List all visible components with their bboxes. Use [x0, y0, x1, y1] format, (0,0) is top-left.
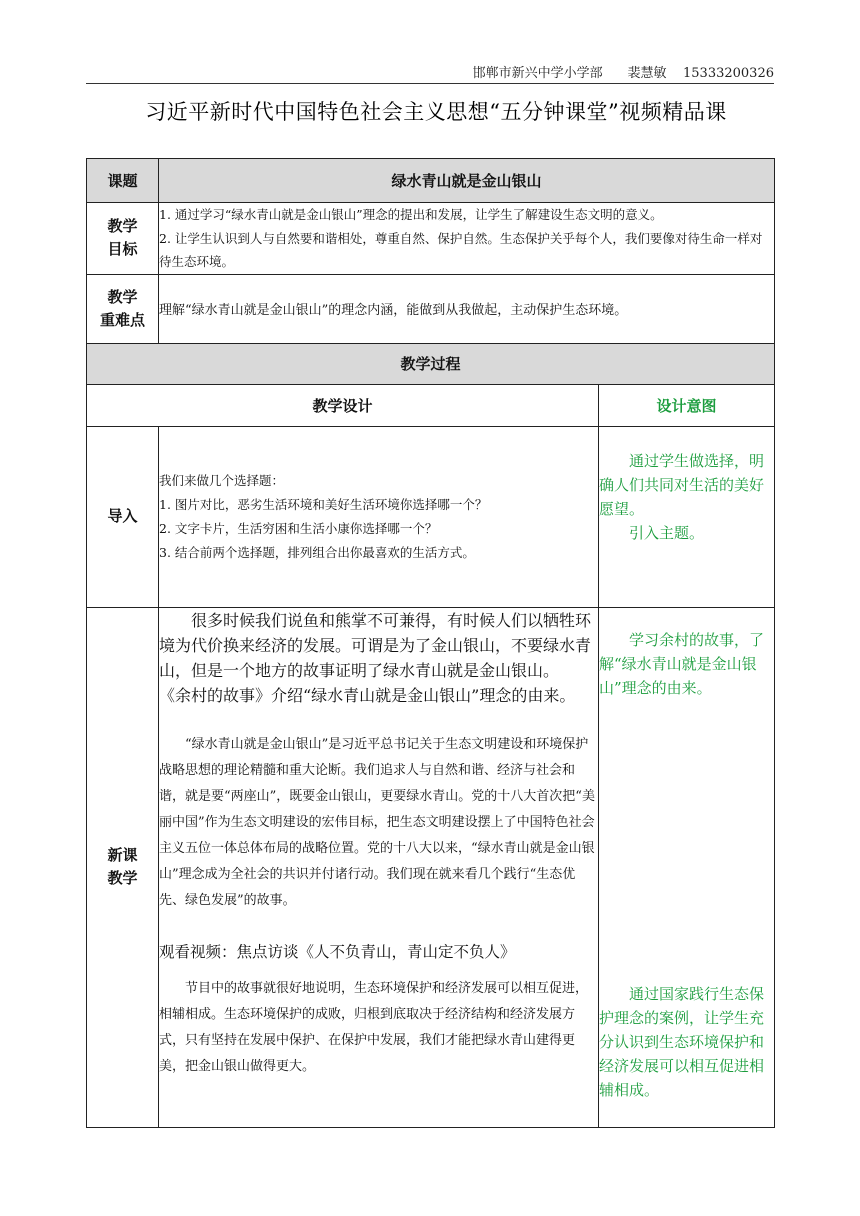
column-header-row [87, 384, 775, 426]
goal-item: 2. 让学生认识到人与自然要和谐相处，尊重自然、保护自然。生态保护关乎每个人，我们要像对待生命一样对待生态环境。 [159, 230, 763, 269]
topic-row [87, 159, 775, 203]
goals-content [159, 203, 775, 275]
design-header: 教学设计 [87, 384, 599, 426]
lesson-plan-table [86, 158, 775, 1128]
difficulty-row [87, 274, 775, 343]
lesson-paragraph: 《余村的故事》介绍“绿水青山就是金山银山”理念的由来。 [159, 685, 576, 705]
intro-item: 2. 文字卡片，生活穷困和生活小康你选择哪一个？ [159, 520, 438, 536]
topic-value: 绿水青山就是金山银山 [159, 159, 775, 203]
new-lesson-content [159, 607, 599, 1127]
document-title: 习近平新时代中国特色社会主义思想“五分钟课堂”视频精品课 [145, 100, 727, 124]
intro-item: 1. 图片对比，恶劣生活环境和美好生活环境你选择哪一个？ [159, 496, 488, 512]
intent-header: 设计意图 [599, 384, 775, 426]
intro-intent-text: 通过学生做选择，明确人们共同对生活的美好愿望。 [599, 451, 765, 518]
header-rule [86, 83, 774, 84]
intro-intent-text: 引入主题。 [599, 523, 705, 542]
new-lesson-row [87, 607, 775, 1127]
intro-label: 导入 [87, 426, 159, 607]
new-lesson-label [87, 607, 159, 1127]
process-header: 教学过程 [87, 343, 775, 384]
goals-label-line-1: 教学 [107, 217, 138, 236]
new-lesson-intent [599, 607, 775, 1127]
process-row [87, 343, 775, 384]
new-lesson-intent-text: 通过国家践行生态保护理念的案例，让学生充分认识到生态环境保护和经济发展可以相互促进相辅相成。 [599, 984, 765, 1099]
document-header [86, 62, 774, 81]
lesson-paragraph: 节目中的故事就很好地说明，生态环境保护和经济发展可以相互促进，相辅相成。生态环境保护的成败，归根到底取决于经济结构和经济发展方式，只有坚持在发展中保护、在保护中发展，我们才能把绿水青山建得更美，把金山银山做得更大。 [159, 980, 589, 1074]
difficulty-label-line-1: 教学 [107, 287, 138, 306]
teacher-phone: 15333200326 [683, 66, 774, 81]
difficulty-label-line-2: 重难点 [99, 310, 145, 329]
intro-content [159, 426, 599, 607]
video-title: 观看视频：焦点访谈《人不负青山，青山定不负人》 [159, 942, 516, 961]
lesson-paragraph: “绿水青山就是金山银山”是习近平总书记关于生态文明建设和环境保护战略思想的理论精髓和重大论断。我们追求人与自然和谐、经济与社会和谐，就是要“两座山”，既要金山银山，更要绿水青山。党的十八大首次把“美丽中国”作为生态文明建设的宏伟目标，把生态文明建设摆上了中国特色社会主义五位一体总体布局的战略位置。党的十八大以来，“绿水青山就是金山银山”理念成为全社会的共识并付诸行动。我们现在就来看几个践行“生态优先、绿色发展”的故事。 [159, 736, 595, 908]
new-lesson-intent-text: 学习余村的故事，了解“绿水青山就是金山银山”理念的由来。 [599, 630, 765, 697]
new-lesson-label-line-1: 新课 [107, 846, 138, 864]
difficulty-content: 理解“绿水青山就是金山银山”的理念内涵，能做到从我做起，主动保护生态环境。 [159, 274, 775, 343]
goals-label [87, 203, 159, 275]
school-name: 邯郸市新兴中学小学部 [472, 66, 603, 81]
intro-row [87, 426, 775, 607]
intro-intent [599, 426, 775, 607]
goal-item: 1. 通过学习“绿水青山就是金山银山”理念的提出和发展，让学生了解建设生态文明的意义。 [159, 207, 663, 222]
topic-label: 课题 [87, 159, 159, 203]
goals-label-line-2: 目标 [107, 240, 138, 259]
teacher-name: 裴慧敏 [627, 66, 667, 81]
new-lesson-label-line-2: 教学 [107, 869, 138, 887]
intro-lead: 我们来做几个选择题： [159, 472, 285, 488]
goals-row [87, 203, 775, 275]
difficulty-label [87, 274, 159, 343]
lesson-paragraph: 很多时候我们说鱼和熊掌不可兼得，有时候人们以牺牲环境为代价换来经济的发展。可谓是为了金山银山，不要绿水青山，但是一个地方的故事证明了绿水青山就是金山银山。 [159, 610, 592, 680]
intro-item: 3. 结合前两个选择题，排列组合出你最喜欢的生活方式。 [159, 544, 475, 560]
